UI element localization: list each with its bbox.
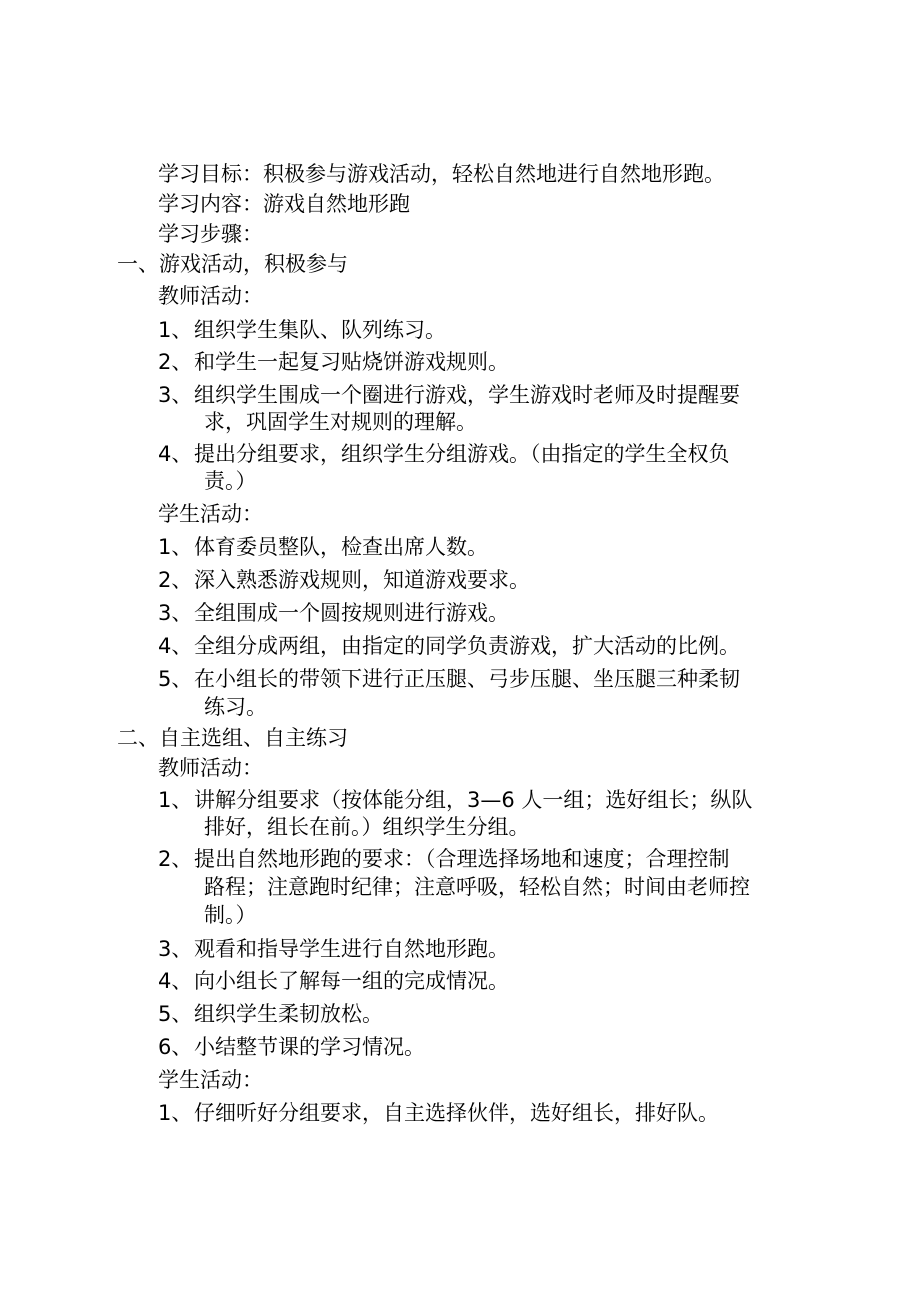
section-1-teacher-item-4-cont: 责。） bbox=[204, 469, 257, 493]
section-2-teacher-item-2-cont-2: 制。） bbox=[204, 903, 257, 927]
list-number: 4、 bbox=[158, 442, 193, 466]
list-number: 2、 bbox=[158, 847, 193, 871]
section-2-teacher-item-2-cont-1: 路程；注意跑时纪律；注意呼吸，轻松自然；时间由老师控 bbox=[204, 875, 750, 899]
section-2-teacher-item-6 bbox=[158, 1033, 425, 1061]
learning-steps-label: 学习步骤： bbox=[158, 222, 263, 246]
list-number: 3、 bbox=[158, 383, 193, 407]
list-number: 2、 bbox=[158, 350, 193, 374]
list-number: 1、 bbox=[158, 535, 193, 559]
section-2-teacher-item-4 bbox=[158, 967, 509, 995]
section-1-student-label: 学生活动： bbox=[158, 502, 263, 526]
list-number: 3、 bbox=[158, 937, 193, 961]
list-text: 提出自然地形跑的要求：（合理选择场地和速度；合理控制 bbox=[194, 847, 730, 871]
section-1-teacher-item-2 bbox=[158, 348, 509, 376]
list-text: 向小组长了解每一组的完成情况。 bbox=[194, 969, 509, 993]
list-text: 组织学生围成一个圈进行游戏，学生游戏时老师及时提醒要 bbox=[194, 383, 740, 407]
list-number: 1、 bbox=[158, 788, 193, 812]
list-number: 1、 bbox=[158, 318, 193, 342]
section-2-teacher-item-1 bbox=[158, 786, 752, 814]
list-text: 全组分成两组，由指定的同学负责游戏，扩大活动的比例。 bbox=[194, 634, 740, 658]
list-text: 深入熟悉游戏规则，知道游戏要求。 bbox=[194, 568, 530, 592]
section-1-heading: 一、游戏活动，积极参与 bbox=[117, 252, 348, 276]
section-2-teacher-item-2 bbox=[158, 845, 730, 873]
list-text: 组织学生集队、队列练习。 bbox=[194, 318, 446, 342]
section-2-heading: 二、自主选组、自主练习 bbox=[117, 726, 348, 750]
section-1-teacher-item-1 bbox=[158, 316, 446, 344]
list-number: 5、 bbox=[158, 1002, 193, 1026]
list-text: 仔细听好分组要求，自主选择伙伴，选好组长，排好队。 bbox=[194, 1101, 719, 1125]
section-2-teacher-item-1-cont: 排好，组长在前。）组织学生分组。 bbox=[204, 815, 530, 839]
list-number: 3、 bbox=[158, 601, 193, 625]
list-text: 和学生一起复习贴烧饼游戏规则。 bbox=[194, 350, 509, 374]
section-1-student-item-1 bbox=[158, 533, 488, 561]
list-text: 全组围成一个圆按规则进行游戏。 bbox=[194, 601, 509, 625]
section-2-student-label: 学生活动： bbox=[158, 1068, 263, 1092]
list-number: 5、 bbox=[158, 667, 193, 691]
list-number: 6、 bbox=[158, 1035, 193, 1059]
list-number: 4、 bbox=[158, 634, 193, 658]
section-1-teacher-item-3 bbox=[158, 381, 740, 409]
learning-content: 学习内容：游戏自然地形跑 bbox=[158, 192, 410, 216]
section-1-student-item-3 bbox=[158, 599, 509, 627]
list-text: 组织学生柔韧放松。 bbox=[194, 1002, 383, 1026]
list-text: 体育委员整队，检查出席人数。 bbox=[194, 535, 488, 559]
section-1-teacher-item-3-cont: 求，巩固学生对规则的理解。 bbox=[204, 410, 477, 434]
section-1-student-item-5-cont: 练习。 bbox=[204, 695, 267, 719]
list-text: 观看和指导学生进行自然地形跑。 bbox=[194, 937, 509, 961]
list-text: 讲解分组要求（按体能分组，3—6 人一组；选好组长；纵队 bbox=[194, 788, 753, 812]
section-2-teacher-item-3 bbox=[158, 935, 509, 963]
section-1-student-item-4 bbox=[158, 632, 740, 660]
learning-goal: 学习目标：积极参与游戏活动，轻松自然地进行自然地形跑。 bbox=[158, 162, 725, 186]
section-1-teacher-label: 教师活动： bbox=[158, 284, 263, 308]
list-number: 4、 bbox=[158, 969, 193, 993]
section-1-teacher-item-4 bbox=[158, 440, 730, 468]
list-number: 1、 bbox=[158, 1101, 193, 1125]
list-number: 2、 bbox=[158, 568, 193, 592]
list-text: 在小组长的带领下进行正压腿、弓步压腿、坐压腿三种柔韧 bbox=[194, 667, 740, 691]
list-text: 提出分组要求，组织学生分组游戏。（由指定的学生全权负 bbox=[194, 442, 730, 466]
section-2-student-item-1 bbox=[158, 1099, 719, 1127]
section-2-teacher-item-5 bbox=[158, 1000, 383, 1028]
list-text: 小结整节课的学习情况。 bbox=[194, 1035, 425, 1059]
section-1-student-item-2 bbox=[158, 566, 530, 594]
section-1-student-item-5 bbox=[158, 665, 740, 693]
section-2-teacher-label: 教师活动： bbox=[158, 756, 263, 780]
